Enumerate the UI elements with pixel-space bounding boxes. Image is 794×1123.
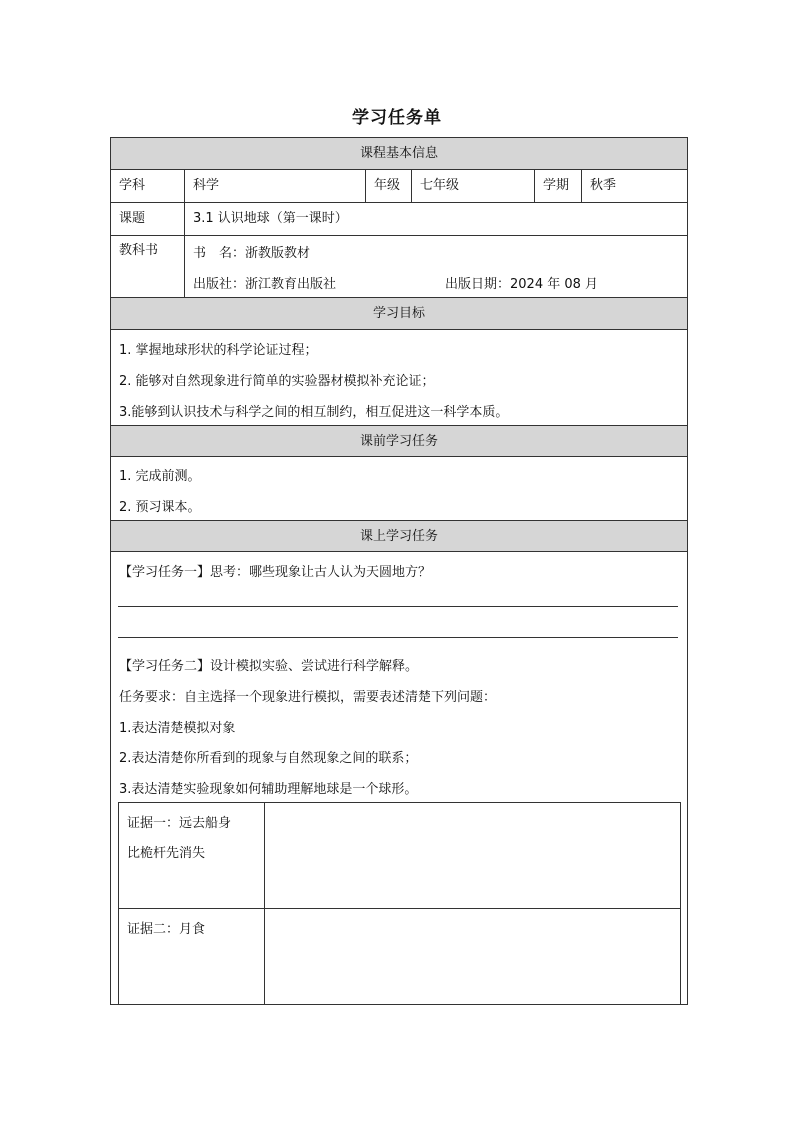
page-title: 学习任务单 [352,108,442,128]
textbook-info [185,236,687,297]
pre-class-item: 2. 预习课本。 [119,500,201,515]
basic-info-header [111,138,687,170]
objectives-content [111,330,687,426]
topic-row [111,203,687,236]
subject-row [111,170,687,203]
task-sheet-table [110,137,688,1005]
task-requirement: 任务要求：自主选择一个现象进行模拟，需要表述清楚下列问题： [119,690,497,705]
grade-value: 七年级 [412,170,535,202]
subject-label: 学科 [111,170,185,202]
evidence-label-1 [119,803,265,908]
requirement-item: 3.表达清楚实验现象如何辅助理解地球是一个球形。 [119,782,418,797]
pre-class-header-text: 课前学习任务 [359,434,438,449]
objective-item: 3.能够到认识技术与科学之间的相互制约，相互促进这一科学本质。 [119,405,509,420]
in-class-header [111,521,687,552]
in-class-header-text: 课上学习任务 [359,529,438,544]
objectives-header [111,298,687,330]
requirement-item: 1.表达清楚模拟对象 [119,721,236,736]
answer-line [118,637,678,638]
pre-class-item: 1. 完成前测。 [119,469,201,484]
textbook-label: 教科书 [111,236,185,297]
evidence-label-2 [119,909,265,1004]
evidence-2-line1: 证据二：月食 [127,922,206,937]
basic-info-header-text: 课程基本信息 [359,146,438,161]
publish-date: 出版日期：2024 年 08 月 [445,277,599,292]
publisher: 出版社：浙江教育出版社 [193,277,337,292]
term-value: 秋季 [590,178,617,193]
requirement-item: 2.表达清楚你所看到的现象与自然现象之间的联系； [119,751,418,766]
task-one: 【学习任务一】思考：哪些现象让古人认为天圆地方？ [119,565,432,580]
evidence-row-2 [118,908,681,1004]
topic-value: 3.1 认识地球（第一课时） [193,211,348,226]
objective-item: 1. 掌握地球形状的科学论证过程； [119,343,318,358]
subject-value: 科学 [185,170,366,202]
textbook-row [111,236,687,298]
in-class-content [111,552,687,1004]
objectives-header-text: 学习目标 [372,306,425,321]
grade-label: 年级 [366,170,412,202]
pre-class-content [111,457,687,521]
evidence-1-line2: 比桅杆先消失 [127,846,206,861]
objective-item: 2. 能够对自然现象进行简单的实验器材模拟补充论证； [119,374,435,389]
evidence-row-1 [118,802,681,909]
answer-line [118,606,678,607]
evidence-1-line1: 证据一：远去船身 [127,816,232,831]
pre-class-header [111,426,687,457]
topic-label: 课题 [111,203,185,235]
term-label: 学期 [535,170,582,202]
book-name: 书 名：浙教版教材 [193,246,311,261]
task-two: 【学习任务二】设计模拟实验、尝试进行科学解释。 [119,659,419,674]
